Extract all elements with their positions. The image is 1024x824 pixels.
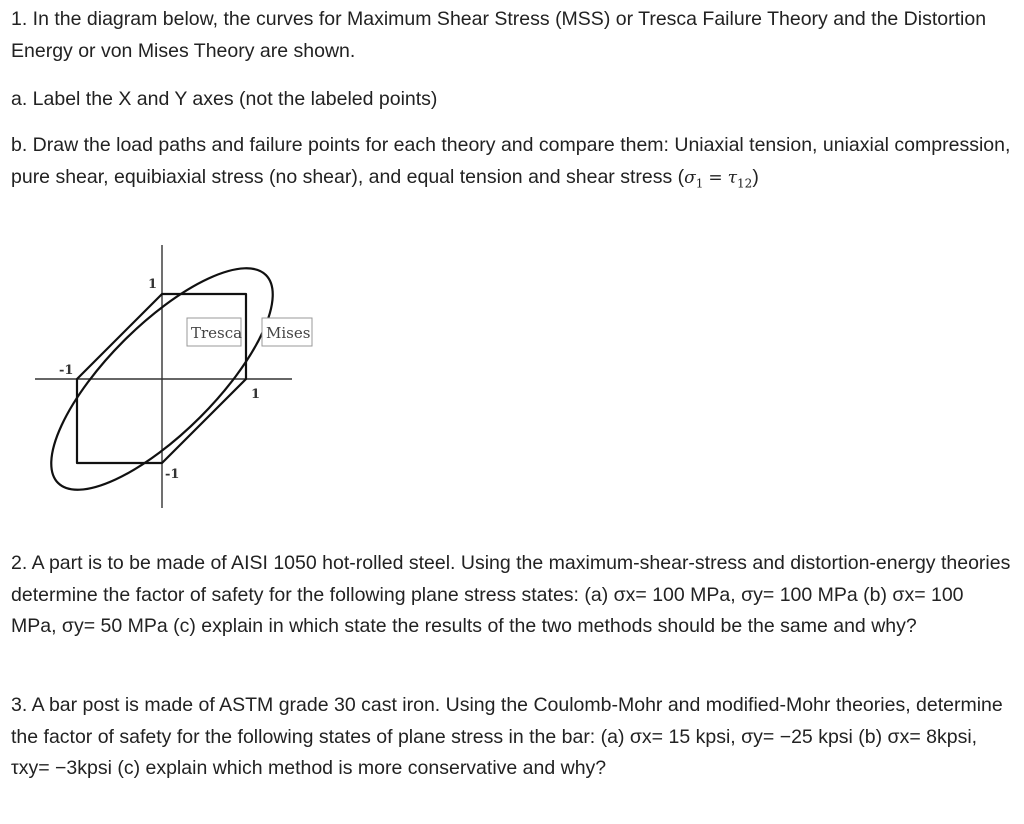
mises-label: Mises: [266, 324, 311, 342]
part-b-text: b. Draw the load paths and failure points for each theory and compare them: Uniaxial tension, uniaxial compression, pure shear, equibiaxial stress (no shear), and equal tension and shear stress (: [11, 134, 1011, 188]
question-3: 3. A bar post is made of ASTM grade 30 cast iron. Using the Coulomb-Mohr and modified-Mohr theories, determine the factor of safety for the following states of plane stress in the bar: (a) σx= 15 kpsi, σy= −25 kpsi (b) σx= 8kpsi, τxy= −3kpsi (c) explain which method is more conservative and why?: [11, 694, 1003, 779]
equals-sign: =: [708, 167, 723, 188]
tresca-label: Tresca: [191, 324, 243, 342]
part-b-close-paren: ): [752, 165, 759, 188]
equation-sigma-equals-tau: [684, 168, 752, 188]
question-1-part-a: a. Label the X and Y axes (not the labeled points): [11, 88, 438, 110]
tau-symbol: τ: [727, 167, 738, 188]
x-axis-positive-label: 1: [251, 387, 261, 402]
x-axis-negative-label: -1: [59, 363, 74, 378]
tau-subscript: 12: [737, 175, 753, 190]
question-1-intro: 1. In the diagram below, the curves for Maximum Shear Stress (MSS) or Tresca Failure Theory and the Distortion Energy or von Mises Theory are shown.: [11, 8, 987, 62]
y-axis-positive-label: 1: [148, 277, 158, 292]
question-1-part-b: [11, 130, 1011, 199]
y-axis-negative-label: -1: [165, 467, 180, 482]
tresca-mises-diagram: [30, 240, 330, 515]
sigma-symbol: σ: [684, 167, 696, 188]
sigma-subscript: 1: [695, 175, 704, 190]
question-2: 2. A part is to be made of AISI 1050 hot-rolled steel. Using the maximum-shear-stress and distortion-energy theories determine the factor of safety for the following plane stress states: (a) σx= 100 MPa, σy= 100 MPa (b) σx= 100 MPa, σy= 50 MPa (c) explain in which state the results of the two methods should be the same and why?: [11, 552, 1011, 637]
